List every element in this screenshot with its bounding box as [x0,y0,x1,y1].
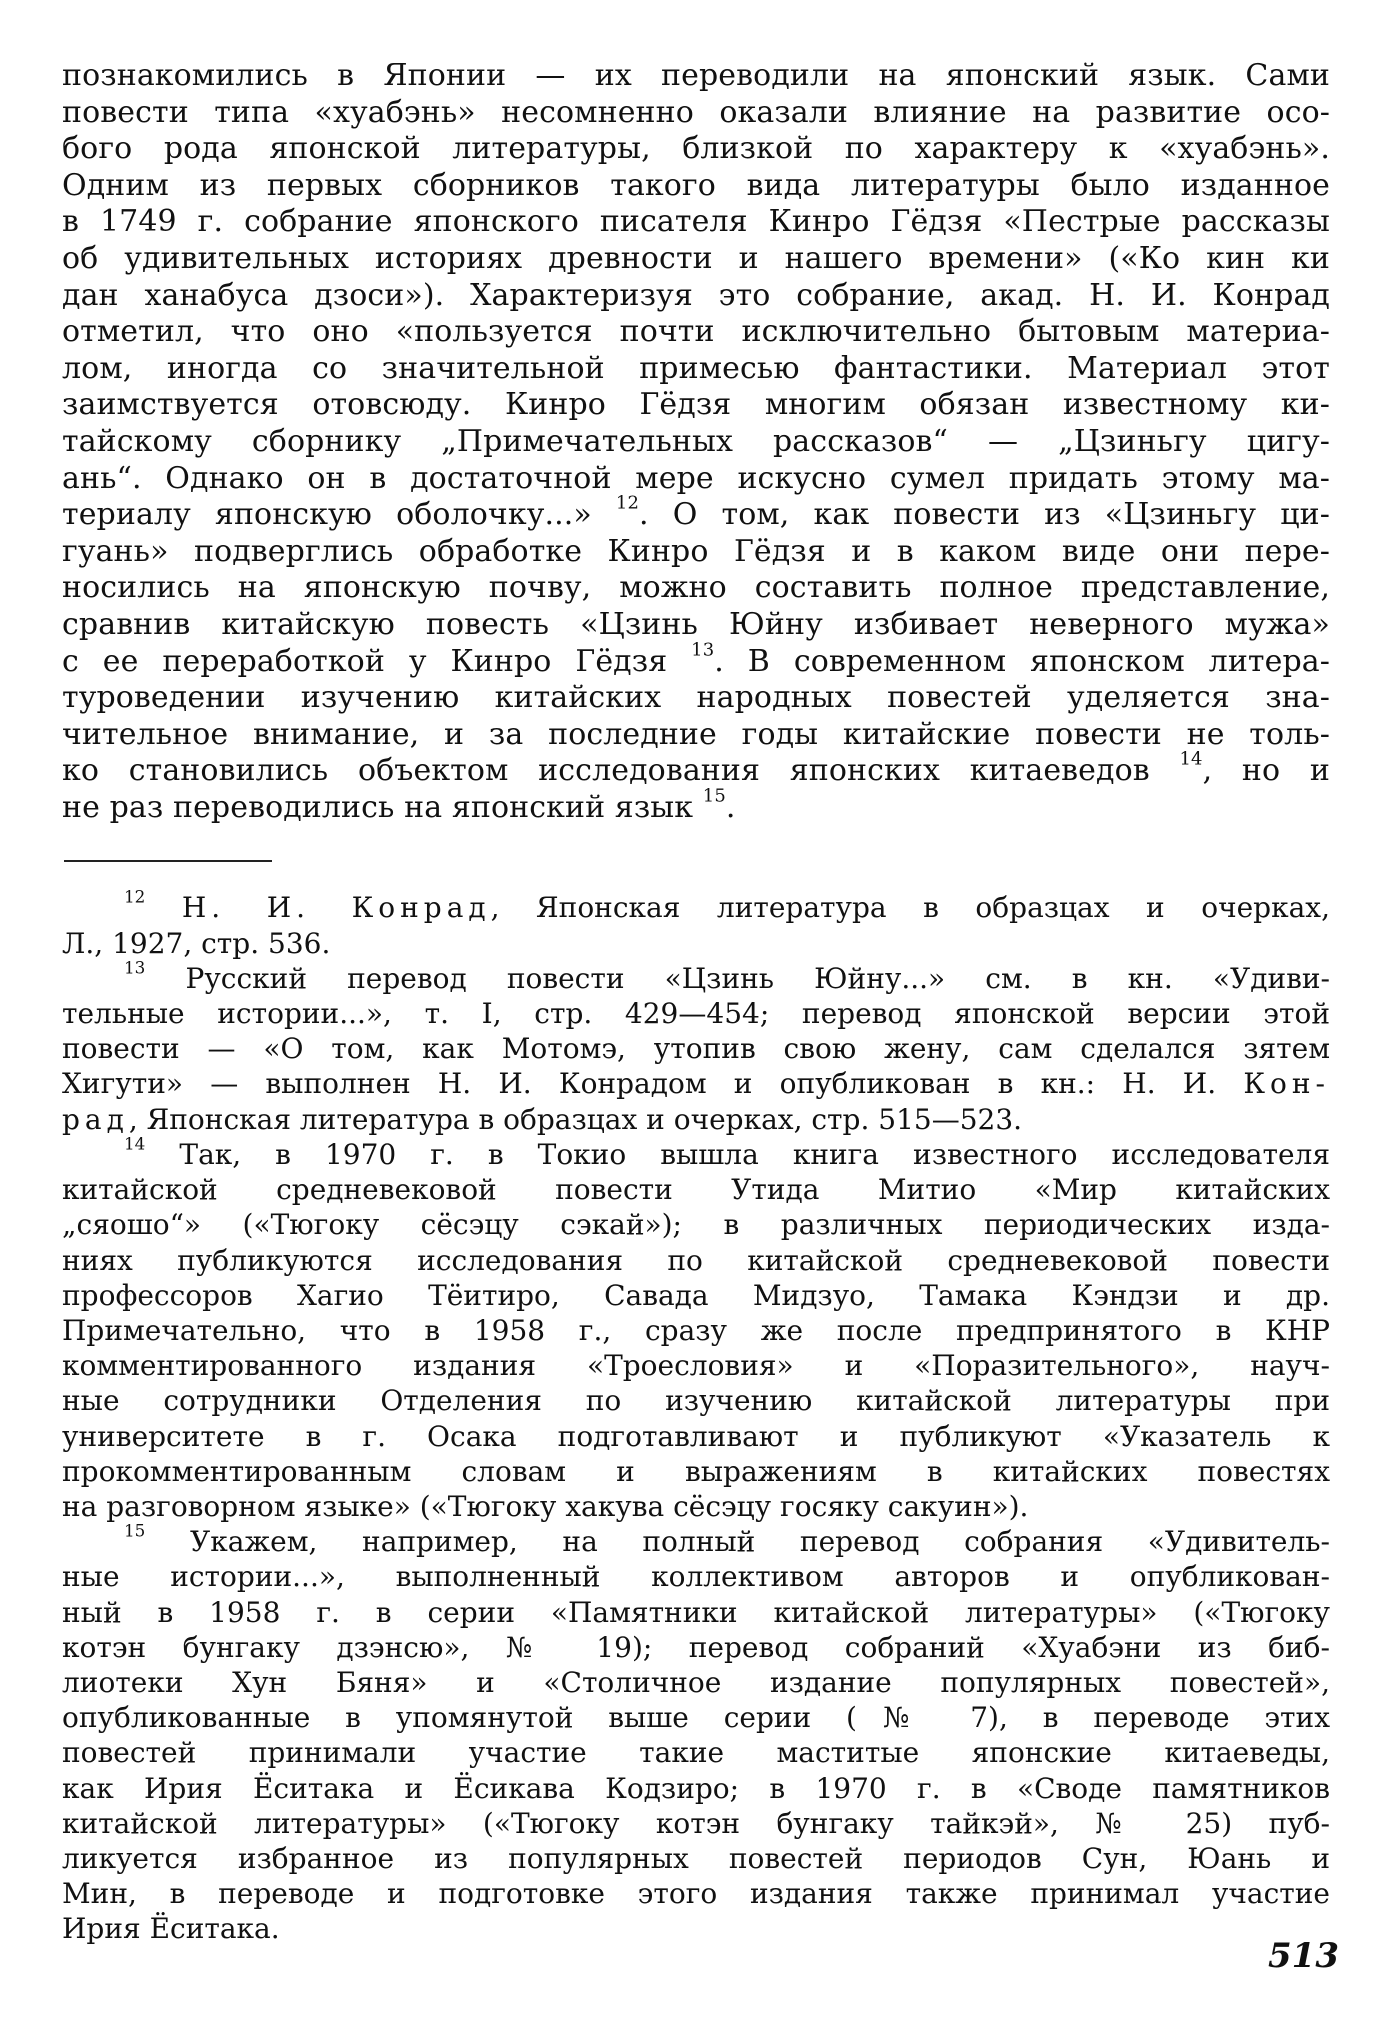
text-line: туроведении изучению китайских народных повестей уделяется зна- [62,680,1330,716]
text-segment: не раз переводились на японский язык [62,789,694,825]
main-text [62,58,1330,826]
footnote-author: рад [62,1102,129,1136]
text-line: гуань» подверглись обработке Кинро Гёдзя и в каком виде они пере- [62,533,1330,569]
page-number: 513 [1268,1936,1339,1976]
text-line: заимствуется отовсюду. Кинро Гёдзя многим обязан известному ки- [62,387,1330,423]
footnote-line: Ирия Ёситака. [62,1912,280,1946]
text-segment: , но и [1202,753,1330,789]
footnote-14 [62,1133,1330,1172]
footnote-line: повестей принимали участие такие маститые японские китаеведы, [62,1736,1330,1770]
footnote-number: 12 [124,887,146,908]
footnote-line: Мин, в переводе и подготовке этого издания также принимал участие [62,1877,1330,1911]
text-segment: , Японская литература в образцах и очерках, стр. 515—523. [128,1102,1023,1136]
text-line: лом, иногда со значительной примесью фантастики. Материал этот [62,350,1330,386]
text-line: тайскому сборнику „Примечательных рассказов“ — „Цзиньгу цигу- [62,423,1330,459]
footnote-line: ный в 1958 г. в серии «Памятники китайской литературы» («Тюгоку [62,1595,1330,1629]
footnote-line: лиотеки Хун Бяня» и «Столичное издание популярных повестей», [62,1665,1330,1699]
text-segment: Хигути» — выполнен Н. И. Конрадом и опубликован в кн.: Н. И. [62,1067,1217,1101]
footnote-line: ные истории...», выполненный коллективом авторов и опубликован- [62,1560,1330,1594]
text-segment: Так, в 1970 г. в Токио вышла книга известного исследователя [179,1137,1330,1171]
text-line: дан ханабуса дзоси»). Характеризуя это собрание, акад. Н. И. Конрад [62,277,1330,313]
footnote-ref-13[interactable]: 13 [691,639,715,661]
text-segment: Укажем, например, на полный перевод собрания «Удивитель- [189,1525,1330,1559]
text-line: в 1749 г. собрание японского писателя Кинро Гёдзя «Пестрые рассказы [62,204,1330,240]
text-segment: Русский перевод повести «Цзинь Юйну...» см. в кн. «Удиви- [185,961,1330,995]
footnote-line: повести — «О том, как Мотомэ, утопив свою жену, сам сделался зятем [62,1032,1330,1066]
footnotes [62,887,1330,1946]
footnote-number: 14 [124,1133,146,1154]
footnote-line: тельные истории...», т. I, стр. 429—454; перевод японской версии этой [62,997,1330,1031]
footnote-line: Л., 1927, стр. 536. [62,926,331,960]
footnote-line: котэн бунгаку дзэнсю», № 19); перевод собраний «Хуабэни из биб- [62,1630,1330,1664]
footnote-line [62,1066,1330,1101]
text-segment: . В современном японском литера- [714,643,1330,679]
footnote-13 [62,957,1330,996]
text-line [62,748,1330,790]
footnote-line: ные сотрудники Отделения по изучению китайской литературы при [62,1384,1330,1418]
footnote-author: Н. И. Конрад [181,891,491,925]
footnote-line: прокомментированным словам и выражениям в китайских повестях [62,1454,1330,1488]
text-line: ань“. Однако он в достаточной мере искусно сумел придать этому ма- [62,460,1330,496]
footnote-15 [62,1520,1330,1559]
text-segment: , Японская литература в образцах и очерках, [490,891,1330,925]
footnote-ref-12[interactable]: 12 [615,492,640,514]
text-line: Одним из первых сборников такого вида литературы было изданное [62,167,1330,203]
text-line [62,492,1330,534]
footnote-line: китайской литературы» («Тюгоку котэн бунгаку тайкэй», № 25) пуб- [62,1806,1330,1840]
footnote-line: ликуется избранное из популярных повестей периодов Сун, Юань и [62,1841,1330,1875]
text-line: бого рода японской литературы, близкой по характеру к «хуабэнь». [62,131,1330,167]
footnote-12 [62,887,1330,925]
footnote-number: 15 [124,1520,146,1541]
text-segment: ко становились объектом исследования японских китаеведов [62,753,1150,789]
text-segment: териалу японскую оболочку...» [62,497,592,533]
footnote-line: комментированного издания «Троесловия» и «Поразительного», науч- [62,1349,1330,1383]
footnote-line: как Ирия Ёситака и Ёсикава Кодзиро; в 1970 г. в «Своде памятников [62,1771,1330,1805]
text-segment: . [725,789,736,825]
text-line: об удивительных историях древности и нашего времени» («Ко кин ки [62,240,1330,276]
footnote-line: ниях публикуются исследования по китайской средневековой повести [62,1243,1330,1277]
text-line: отметил, что оно «пользуется почти исключительно бытовым материа- [62,314,1330,350]
footnote-line: на разговорном языке» («Тюгоку хакува сёсэцу госяку сакуин»). [62,1489,1029,1523]
footnote-line: „сяошо“» («Тюгоку сёсэцу сэкай»); в различных периодических изда- [62,1208,1330,1242]
footnote-line: опубликованные в упомянутой выше серии (№ 7), в переводе этих [62,1701,1330,1735]
text-segment: с ее переработкой у Кинро Гёдзя [62,643,668,679]
text-line: носились на японскую почву, можно составить полное представление, [62,570,1330,606]
text-line [62,639,1330,681]
footnote-line: Примечательно, что в 1958 г., сразу же после предпринятого в КНР [62,1313,1330,1347]
text-line [62,785,1330,827]
page [62,58,1330,1947]
text-line: сравнив китайскую повесть «Цзинь Юйну избивает неверного мужа» [62,606,1330,642]
footnote-author: Кон- [1243,1067,1330,1101]
footnote-number: 13 [124,957,146,978]
text-line: познакомились в Японии — их переводили на японский язык. Сами [62,58,1330,93]
footnote-line: профессоров Хагио Тёитиро, Савада Мидзуо, Тамака Кэндзи и др. [62,1278,1330,1312]
text-segment: . О том, как повести из «Цзиньгу ци- [639,497,1330,533]
text-line: повести типа «хуабэнь» несомненно оказали влияние на развитие осо- [62,94,1330,130]
footnote-ref-14[interactable]: 14 [1179,748,1203,770]
footnote-divider [64,860,272,862]
footnote-line: китайской средневековой повести Утида Митио «Мир китайских [62,1173,1330,1207]
footnote-ref-15[interactable]: 15 [702,785,726,807]
footnote-line [62,1102,1330,1137]
text-line: чительное внимание, и за последние годы китайские повести не толь- [62,716,1330,752]
footnote-line: университете в г. Осака подготавливают и публикуют «Указатель к [62,1419,1330,1453]
